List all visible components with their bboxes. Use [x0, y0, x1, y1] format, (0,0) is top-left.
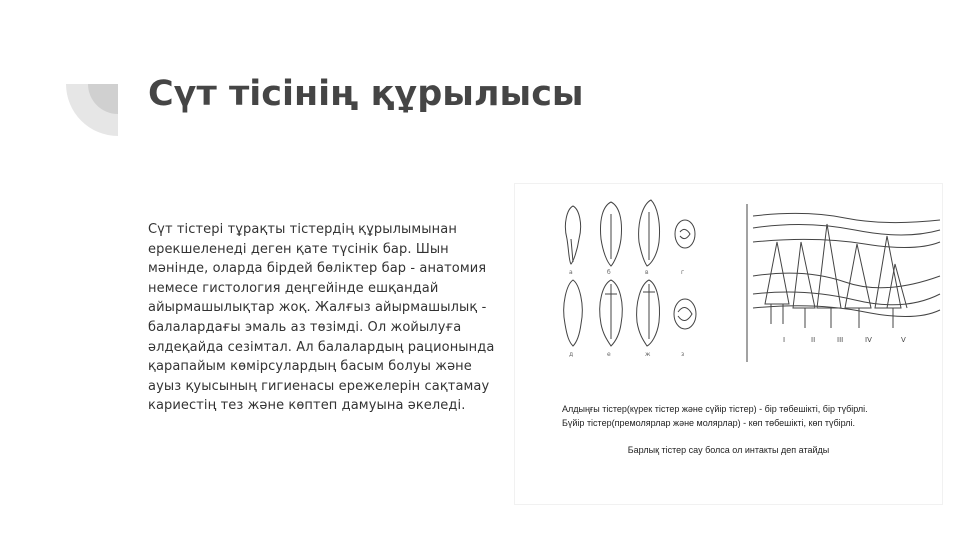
slide-title: Сүт тісінің құрылысы — [148, 74, 584, 114]
roman-numeral-3: III — [837, 336, 844, 344]
tooth-structure-figure — [514, 183, 943, 505]
roman-numeral-5: V — [901, 336, 906, 344]
svg-text:ж: ж — [645, 351, 651, 358]
decorative-corner-shape — [66, 84, 118, 136]
svg-text:д: д — [569, 351, 574, 358]
roman-numeral-1: I — [783, 336, 786, 344]
svg-text:в: в — [645, 269, 649, 276]
svg-text:з: з — [681, 351, 685, 358]
figure-caption-line-2: Бүйір тістер(премолярлар және молярлар) - көп төбешікті, көп түбірлі. — [562, 418, 856, 428]
svg-text:е: е — [607, 351, 611, 358]
roman-numeral-2: II — [811, 336, 816, 344]
svg-text:a: a — [569, 269, 573, 276]
figure-caption-line-3: Барлық тістер сау болса ол интакты деп атайды — [627, 445, 830, 455]
roman-numeral-4: IV — [865, 336, 872, 344]
figure-caption-line-1: Алдыңғы тістер(күрек тістер және сүйір тістер) - бір төбешікті, бір түбірлі. — [562, 404, 868, 414]
tooth-drawings — [515, 184, 944, 394]
svg-text:г: г — [681, 269, 685, 276]
slide-body-text: Сүт тістері тұрақты тістердің құрылымынан ерекшеленеді деген қате түсінік бар. Шын мәнінде, оларда бірдей бөліктер бар - анатомия немесе гистология деңгейінде ешқандай айырмашылықтар жоқ. Жалғыз айырмашылық - балалардағы эмаль аз төзімді. Ол жойылуға әлдеқайда сезімтал. Ал балалардың рационында қарапайым көмірсулардың басым болуы және ауыз қуысының гигиенасы ережелерін сақтамау кариестің тез және көптеп дамуына әкеледі. — [148, 222, 495, 414]
svg-text:б: б — [607, 269, 611, 276]
